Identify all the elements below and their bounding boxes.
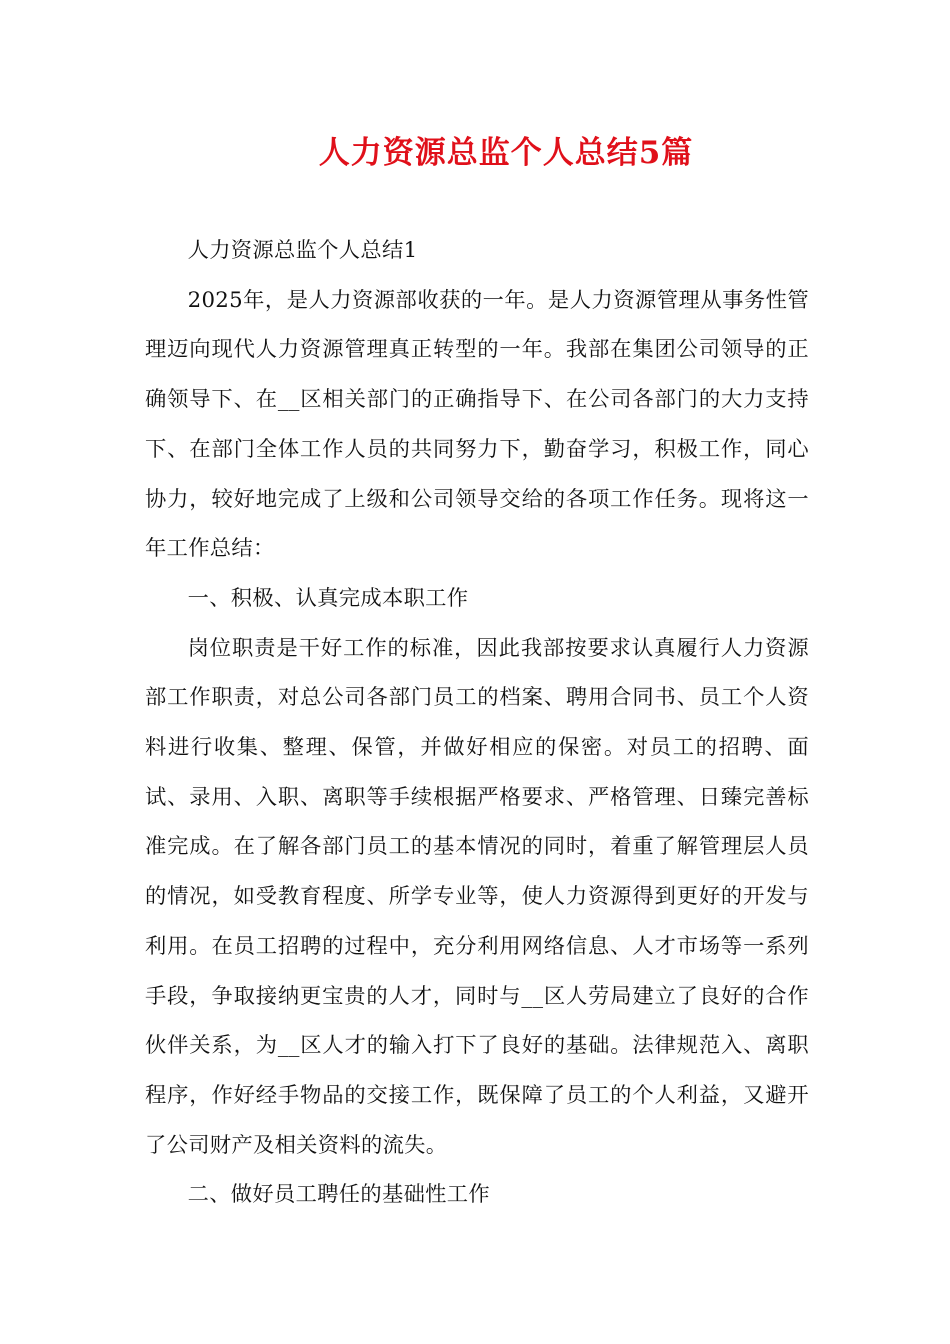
- document-body: [145, 226, 809, 1220]
- document-title: 人力资源总监个人总结5篇: [318, 135, 694, 171]
- section-heading-1: 人力资源总监个人总结1: [187, 238, 418, 263]
- subsection-heading-1: 一、积极、认真完成本职工作: [187, 585, 469, 611]
- body-paragraph-intro: 2025年，是人力资源部收获的一年。是人力资源管理从事务性管理迈向现代人力资源管理真正转型的一年。我部在集团公司领导的正确领导下、在__区相关部门的正确指导下、在公司各部门的大力支持下、在部门全体工作人员的共同努力下，勤奋学习，积极工作，同心协力，较好地完成了上级和公司领导交给的各项工作任务。现将这一年工作总结：: [145, 287, 809, 562]
- subsection-heading-2: 二、做好员工聘任的基础性工作: [187, 1182, 490, 1208]
- body-paragraph-duties: 岗位职责是干好工作的标准，因此我部按要求认真履行人力资源部工作职责，对总公司各部门员工的档案、聘用合同书、员工个人资料进行收集、整理、保管，并做好相应的保密。对员工的招聘、面试、录用、入职、离职等手续根据严格要求、严格管理、日臻完善标准完成。在了解各部门员工的基本情况的同时，着重了解管理层人员的情况，如受教育程度、所学专业等，使人力资源得到更好的开发与利用。在员工招聘的过程中，充分利用网络信息、人才市场等一系列手段，争取接纳更宝贵的人才，同时与__区人劳局建立了良好的合作伙伴关系，为__区人才的输入打下了良好的基础。法律规范入、离职程序，作好经手物品的交接工作，既保障了员工的个人利益，又避开了公司财产及相关资料的流失。: [145, 635, 809, 1158]
